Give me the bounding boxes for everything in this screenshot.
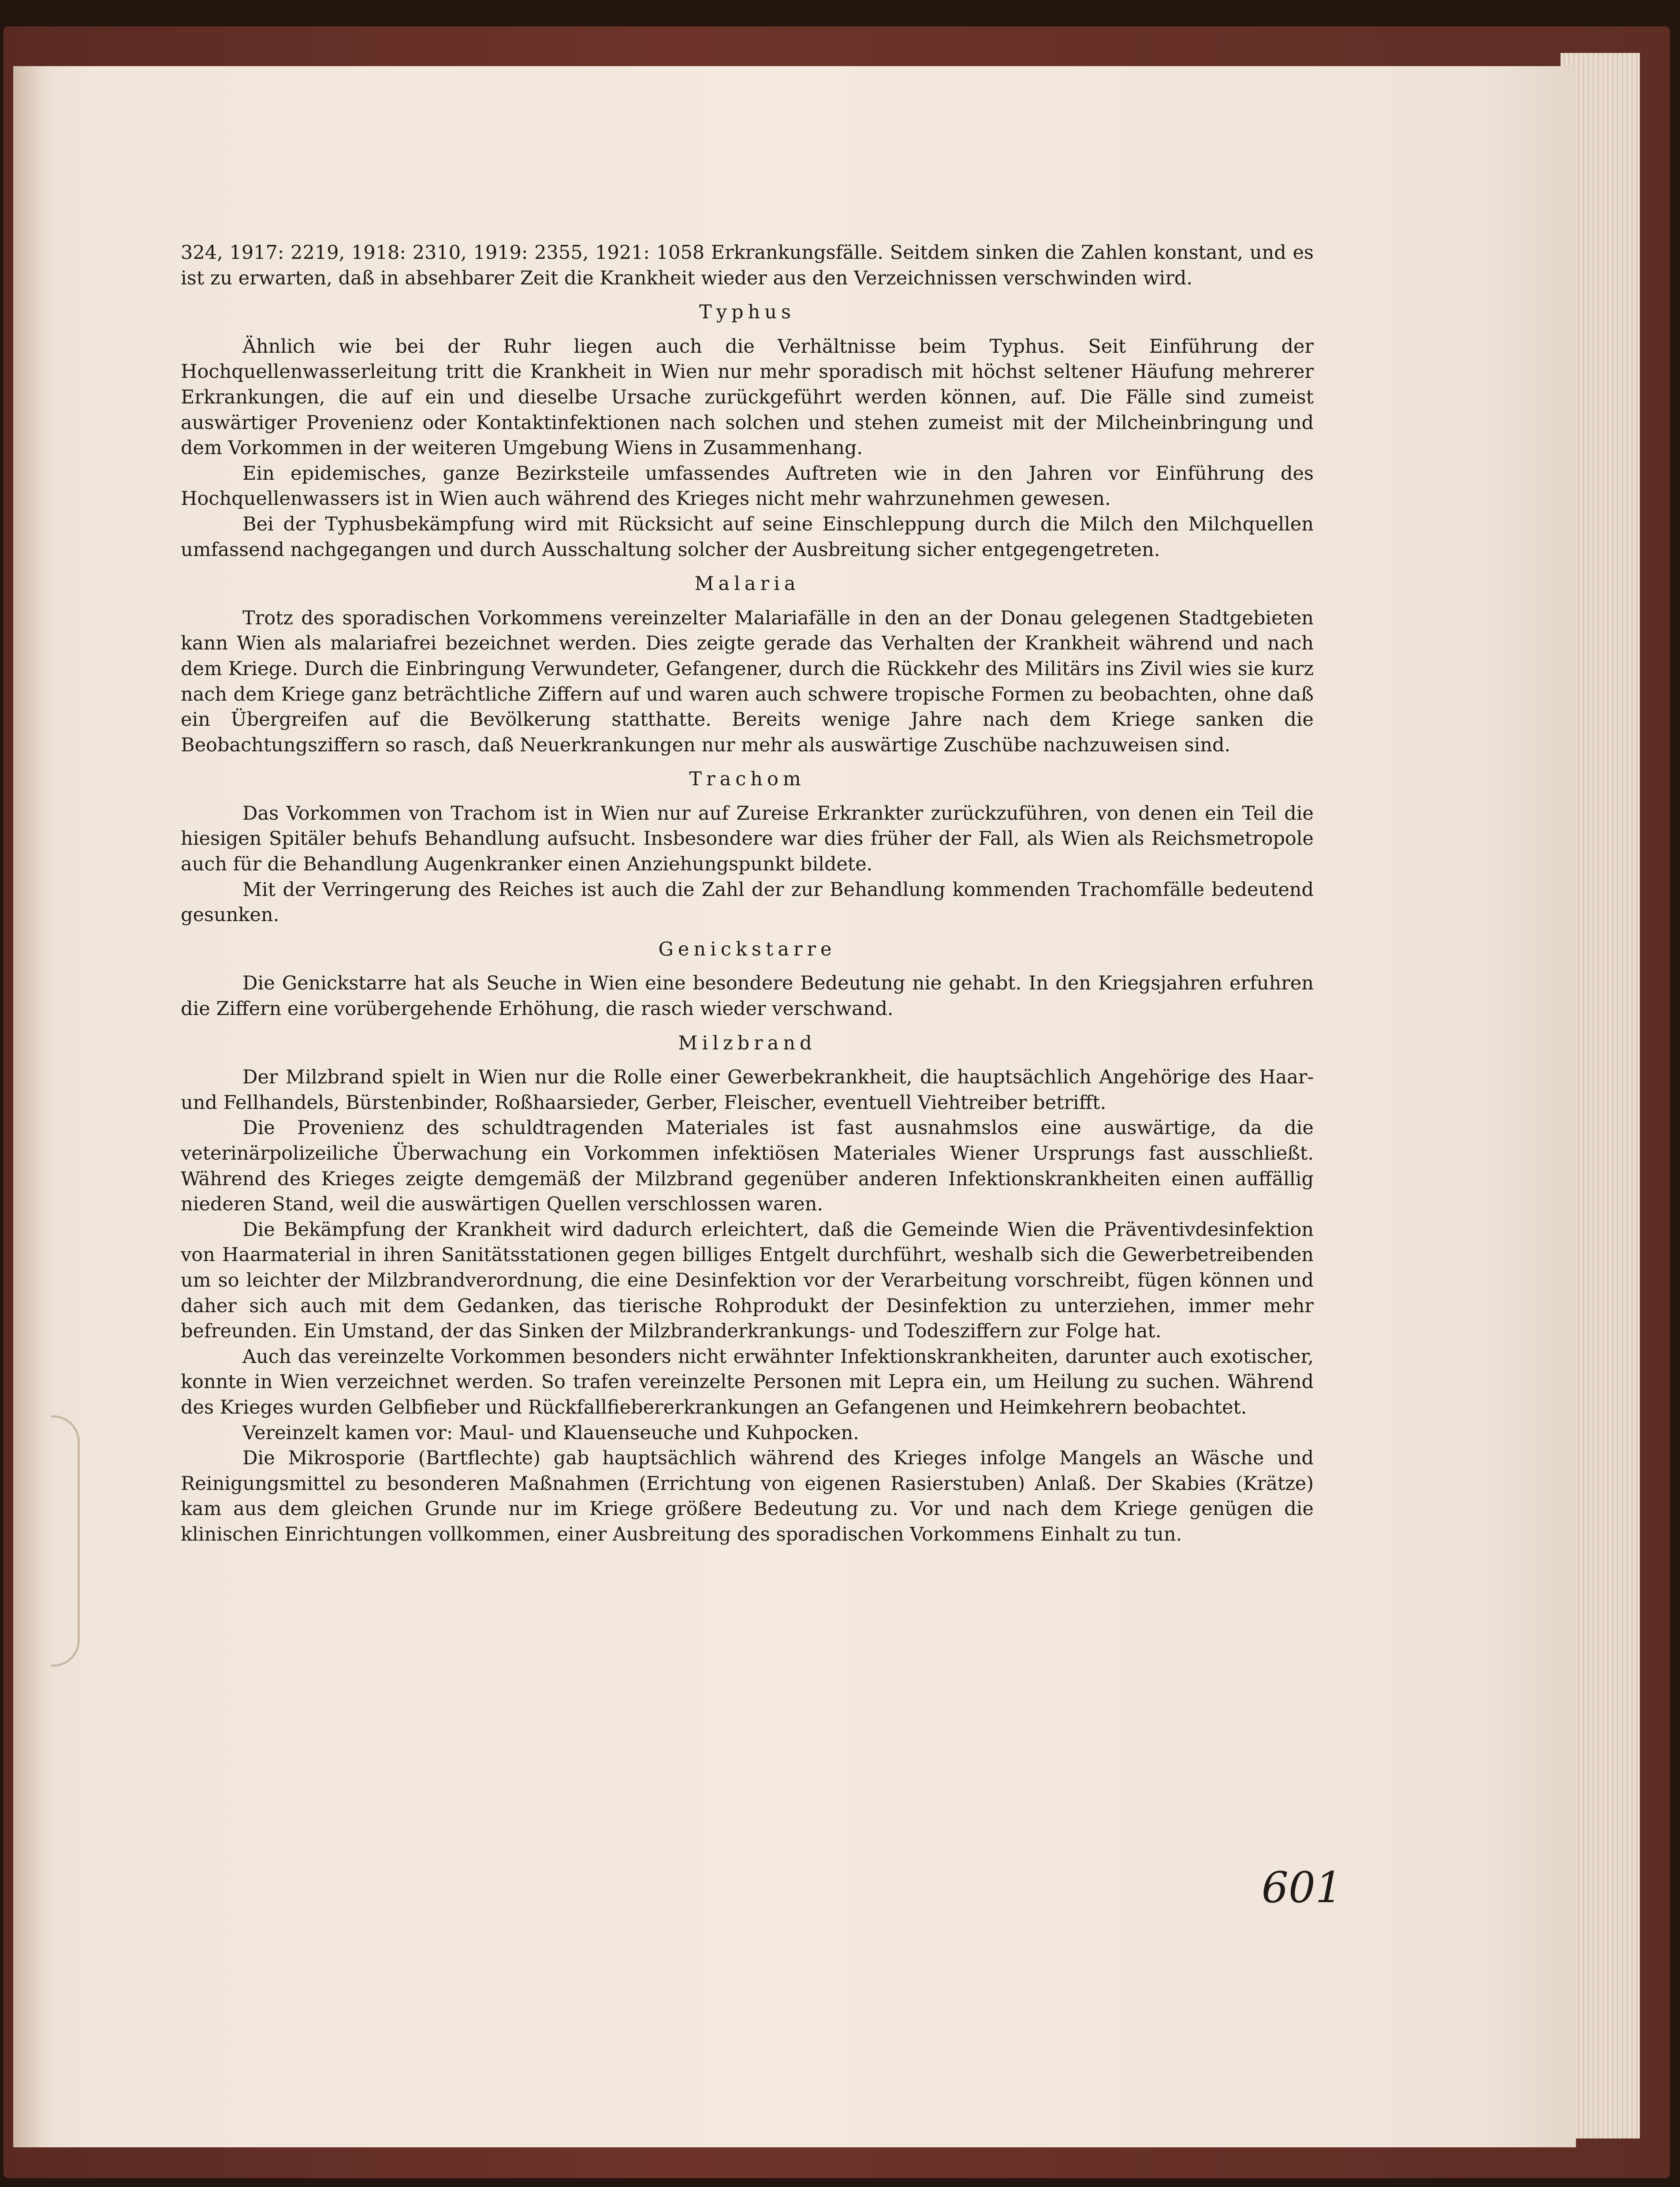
section-heading-typhus: Typhus: [699, 301, 795, 324]
page-gutter-shadow: [13, 66, 53, 2147]
binding-thread: [51, 1415, 80, 1667]
paragraph: Vereinzelt kamen vor: Maul- und Klauenseuche und Kuhpocken.: [242, 1422, 859, 1444]
page-text: [181, 240, 1314, 1548]
paragraph: Die Provenienz des schuldtragenden Materiales ist fast ausnahmslos eine auswärtige, da die veterinärpolizeiliche Überwachung ein Vorkommen infektiösen Materiales Wiener Ursprungs fast ausschließt. Während des Krieges zeigte demgemäß der Milzbrand gegenüber anderen Infektionskrankheiten einen auffällig niederen Stand, weil die auswärtigen Quellen verschlossen waren.: [181, 1117, 1314, 1216]
section-heading-milzbrand: Milzbrand: [678, 1032, 816, 1054]
section-heading-malaria: Malaria: [694, 573, 800, 595]
page-number: 601: [1261, 1863, 1342, 1912]
paragraph: Mit der Verringerung des Reiches ist auch die Zahl der zur Behandlung kommenden Trachomfälle bedeutend gesunken.: [181, 878, 1314, 926]
paragraph: Ein epidemisches, ganze Bezirksteile umfassendes Auftreten wie in den Jahren vor Einführung des Hochquellenwassers ist in Wien auch während des Krieges nicht mehr wahrzunehmen gewesen.: [181, 462, 1314, 510]
paragraph: 324, 1917: 2219, 1918: 2310, 1919: 2355, 1921: 1058 Erkrankungsfälle. Seitdem sinken die Zahlen konstant, und es ist zu erwarten, daß in absehbarer Zeit die Krankheit wieder aus den Verzeichnissen verschwinden wird.: [181, 242, 1314, 289]
section-heading-trachom: Trachom: [689, 768, 805, 791]
paragraph: Der Milzbrand spielt in Wien nur die Rolle einer Gewerbekrankheit, die hauptsächlich Angehörige des Haar- und Fellhandels, Bürstenbinder, Roßhaarsieder, Gerber, Fleischer, eventuell Viehtreiber betrifft.: [181, 1066, 1314, 1114]
paragraph: Die Genickstarre hat als Seuche in Wien eine besondere Bedeutung nie gehabt. In den Kriegsjahren erfuhren die Ziffern eine vorübergehende Erhöhung, die rasch wieder verschwand.: [181, 972, 1314, 1020]
paragraph: Das Vorkommen von Trachom ist in Wien nur auf Zureise Erkrankter zurückzuführen, von denen ein Teil die hiesigen Spitäler behufs Behandlung aufsucht. Insbesondere war dies früher der Fall, als Wien als Reichsmetropole auch für die Behandlung Augenkranker einen Anziehungspunkt bildete.: [181, 802, 1314, 876]
paragraph: Bei der Typhusbekämpfung wird mit Rücksicht auf seine Einschleppung durch die Milch den Milchquellen umfassend nachgegangen und durch Ausschaltung solcher der Ausbreitung sicher entgegengetreten.: [181, 513, 1314, 561]
paragraph: Die Bekämpfung der Krankheit wird dadurch erleichtert, daß die Gemeinde Wien die Präventivdesinfektion von Haarmaterial in ihren Sanitätsstationen gegen billiges Entgelt durchführt, weshalb sich die Gewerbetreibenden um so leichter der Milzbrandverordnung, die eine Desinfektion vor der Verarbeitung vorschreibt, fügen können und daher sich auch mit dem Gedanken, das tierische Rohprodukt der Desinfektion zu unterziehen, immer mehr befreunden. Ein Umstand, der das Sinken der Milzbranderkrankungs- und Todesziffern zur Folge hat.: [181, 1218, 1314, 1343]
paragraph: Auch das vereinzelte Vorkommen besonders nicht erwähnter Infektionskrankheiten, darunter auch exotischer, konnte in Wien verzeichnet werden. So trafen vereinzelte Personen mit Lepra ein, um Heilung zu suchen. Während des Krieges wurden Gelbfieber und Rückfallfiebererkrankungen an Gefangenen und Heimkehrern beobachtet.: [181, 1345, 1314, 1418]
paragraph: Trotz des sporadischen Vorkommens vereinzelter Malariafälle in den an der Donau gelegenen Stadtgebieten kann Wien als malariafrei bezeichnet werden. Dies zeigte gerade das Verhalten der Krankheit während und nach dem Kriege. Durch die Einbringung Verwundeter, Gefangener, durch die Rückkehr des Militärs ins Zivil wies sie kurz nach dem Kriege ganz beträchtliche Ziffern auf und waren auch schwere tropische Formen zu beobachten, ohne daß ein Übergreifen auf die Bevölkerung statthatte. Bereits wenige Jahre nach dem Kriege sanken die Beobachtungsziffern so rasch, daß Neuerkrankungen nur mehr als auswärtige Zuschübe nachzuweisen sind.: [181, 607, 1314, 756]
section-heading-genickstarre: Genickstarre: [658, 938, 836, 960]
paragraph: Ähnlich wie bei der Ruhr liegen auch die Verhältnisse beim Typhus. Seit Einführung der Hochquellenwasserleitung tritt die Krankheit in Wien nur mehr sporadisch mit höchst seltener Häufung mehrerer Erkrankungen, die auf ein und dieselbe Ursache zurückgeführt werden können, auf. Die Fälle sind zumeist auswärtiger Provenienz oder Kontaktinfektionen nach solchen und stehen zumeist mit der Milcheinbringung und dem Vorkommen in der weiteren Umgebung Wiens in Zusammenhang.: [181, 335, 1314, 459]
paragraph: Die Mikrosporie (Bartflechte) gab hauptsächlich während des Krieges infolge Mangels an Wäsche und Reinigungsmittel zu besonderen Maßnahmen (Errichtung von eigenen Rasierstuben) Anlaß. Der Skabies (Krätze) kam aus dem gleichen Grunde nur im Kriege größere Bedeutung zu. Vor und nach dem Kriege genügen die klinischen Einrichtungen vollkommen, einer Ausbreitung des sporadischen Vorkommens Einhalt zu tun.: [181, 1447, 1314, 1545]
